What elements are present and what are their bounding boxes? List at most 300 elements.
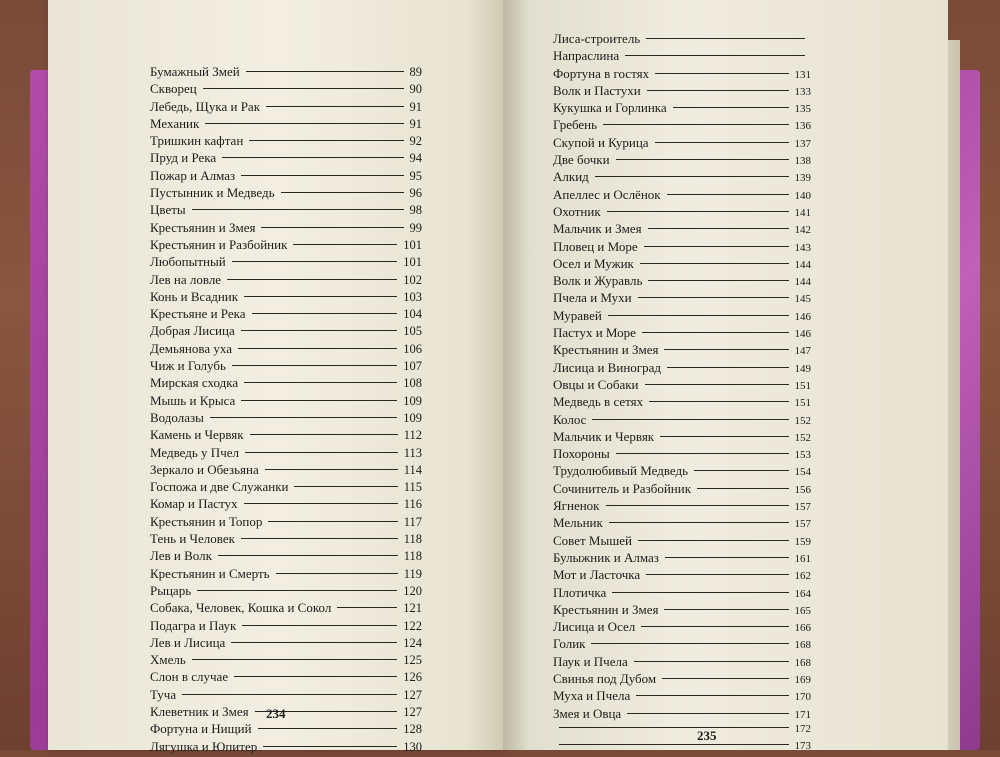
dash-leader — [242, 625, 397, 626]
toc-entry — [150, 306, 422, 323]
toc-entry — [150, 548, 422, 565]
toc-entry-page: 92 — [409, 134, 422, 149]
toc-entry — [150, 375, 422, 392]
dash-leader — [232, 365, 397, 366]
toc-entry-title: Колос — [553, 411, 587, 427]
toc-entry-page: 159 — [794, 535, 811, 548]
toc-entry-title: Плотичка — [553, 584, 607, 600]
toc-entry-title: Собака, Человек, Кошка и Сокол — [150, 600, 332, 616]
toc-entry — [553, 654, 811, 671]
dash-leader — [222, 157, 403, 158]
toc-entry-title: Механик — [150, 115, 200, 131]
toc-entry-title: Похороны — [553, 446, 610, 462]
dash-leader — [203, 88, 404, 89]
toc-entry-page: 162 — [794, 570, 811, 583]
toc-entry — [150, 150, 422, 167]
toc-entry-title: Мельник — [553, 515, 603, 531]
toc-entry-page: 139 — [794, 172, 811, 185]
dash-leader — [641, 626, 788, 627]
dash-leader — [662, 678, 788, 679]
toc-entry — [553, 463, 811, 480]
toc-entry-title: Волк и Пастухи — [553, 82, 641, 98]
toc-entry-page: 143 — [794, 241, 811, 254]
dash-leader — [644, 246, 789, 247]
toc-entry-page: 151 — [794, 379, 811, 392]
toc-entry — [150, 116, 422, 133]
toc-entry — [150, 99, 422, 116]
dash-leader — [197, 590, 397, 591]
toc-entry — [150, 393, 422, 410]
dash-leader — [646, 38, 805, 39]
toc-entry — [553, 619, 811, 636]
toc-entry-title: Крестьянин и Змея — [553, 342, 659, 358]
toc-entry — [150, 514, 422, 531]
toc-entry-page: 166 — [794, 622, 811, 635]
toc-entry-page: 141 — [794, 206, 811, 219]
toc-entry-title: Хмель — [150, 652, 186, 668]
toc-entry-page: 161 — [794, 552, 811, 565]
toc-entry-page: 90 — [409, 82, 422, 97]
toc-entry-title: Конь и Всадник — [150, 288, 239, 304]
toc-entry — [150, 669, 422, 686]
toc-entry-page: 91 — [409, 99, 422, 114]
dash-leader — [595, 176, 789, 177]
toc-entry-title: Чиж и Голубь — [150, 358, 226, 374]
dash-leader — [246, 71, 404, 72]
toc-entry-page: 146 — [794, 310, 811, 323]
toc-entry — [150, 341, 422, 358]
toc-entry — [553, 100, 811, 117]
toc-entry-page: 131 — [794, 68, 811, 81]
toc-entry-title: Рыцарь — [150, 582, 192, 598]
toc-entry — [553, 602, 811, 619]
toc-entry-page: 107 — [403, 359, 422, 374]
toc-entry-page: 125 — [403, 653, 422, 668]
toc-entry-title: Совет Мышей — [553, 532, 632, 548]
toc-entry-page: 168 — [794, 639, 811, 652]
toc-entry — [150, 721, 422, 738]
toc-entry — [553, 567, 811, 584]
toc-entry-page: 94 — [409, 151, 422, 166]
dash-leader — [592, 419, 788, 420]
dash-leader — [245, 452, 398, 453]
toc-entry-page: 95 — [409, 168, 422, 183]
toc-entry-page: 133 — [794, 85, 811, 98]
dash-leader — [559, 727, 789, 728]
toc-entry-title: Апеллес и Ослёнок — [553, 186, 661, 202]
toc-entry — [553, 394, 811, 411]
toc-entry-page: 130 — [403, 739, 422, 754]
toc-entry-title: Гребень — [553, 117, 598, 133]
toc-entry-title: Лягушка и Юпитер — [150, 738, 258, 754]
toc-entry-title: Мот и Ласточка — [553, 567, 641, 583]
dash-leader — [559, 744, 789, 745]
toc-entry-page: 112 — [403, 428, 422, 443]
toc-entry-title: Две бочки — [553, 152, 610, 168]
toc-entry-page: 119 — [403, 566, 422, 581]
dash-leader — [634, 661, 789, 662]
toc-entry-title: Подагра и Паук — [150, 617, 237, 633]
toc-entry-page: 136 — [794, 120, 811, 133]
toc-entry-title: Кукушка и Горлинка — [553, 100, 667, 116]
dash-leader — [638, 540, 789, 541]
toc-entry-page: 169 — [794, 673, 811, 686]
toc-entry — [553, 290, 811, 307]
toc-entry — [553, 515, 811, 532]
toc-entry — [553, 152, 811, 169]
toc-entry-page: 126 — [403, 670, 422, 685]
toc-entry-title: Муравей — [553, 307, 602, 323]
toc-entry-page: 170 — [794, 691, 811, 704]
toc-entry-page: 98 — [409, 203, 422, 218]
toc-entry-page: 127 — [403, 704, 422, 719]
toc-entry — [553, 360, 811, 377]
toc-entry — [553, 31, 811, 48]
toc-entry-page: 117 — [403, 514, 422, 529]
toc-entry-title: Мышь и Крыса — [150, 392, 236, 408]
toc-entry-title: Мирская сходка — [150, 375, 239, 391]
toc-entry-page: 151 — [794, 397, 811, 410]
toc-entry — [150, 618, 422, 635]
dash-leader — [606, 505, 789, 506]
toc-entry — [150, 254, 422, 271]
toc-entry-page: 152 — [794, 414, 811, 427]
toc-entry — [553, 135, 811, 152]
toc-entry — [553, 688, 811, 705]
toc-entry — [150, 133, 422, 150]
toc-entry-page: 164 — [794, 587, 811, 600]
toc-entry-page: 165 — [794, 604, 811, 617]
toc-entry-title: Водолазы — [150, 409, 204, 425]
toc-entry — [553, 48, 811, 65]
dash-leader — [664, 609, 788, 610]
toc-entry-title: Крестьянин и Смерть — [150, 565, 270, 581]
toc-entry — [150, 635, 422, 652]
toc-entry — [553, 550, 811, 567]
toc-entry-page: 127 — [403, 687, 422, 702]
dash-leader — [293, 244, 397, 245]
toc-entry-title: Камень и Червяк — [150, 427, 244, 443]
toc-entry — [150, 479, 422, 496]
toc-entry-title: Крестьянин и Змея — [150, 219, 256, 235]
toc-entry-page: 99 — [409, 220, 422, 235]
toc-entry-title: Ягненок — [553, 498, 600, 514]
toc-entry-title: Лев и Волк — [150, 548, 212, 564]
toc-entry-page: 91 — [409, 116, 422, 131]
toc-entry-page: 157 — [794, 501, 811, 514]
toc-entry-title: Охотник — [553, 203, 601, 219]
toc-entry-page: 109 — [403, 410, 422, 425]
left-table-of-contents — [150, 64, 422, 756]
dash-leader — [210, 417, 397, 418]
toc-entry-title: Любопытный — [150, 254, 226, 270]
toc-entry-page: 121 — [403, 601, 422, 616]
dash-leader — [648, 228, 789, 229]
toc-entry-title: Лев и Лисица — [150, 634, 226, 650]
toc-entry — [553, 723, 811, 740]
toc-entry-title: Зеркало и Обезьяна — [150, 461, 259, 477]
toc-entry — [553, 221, 811, 238]
toc-entry-page: 120 — [403, 583, 422, 598]
toc-entry-page: 115 — [403, 480, 422, 495]
dash-leader — [640, 263, 789, 264]
toc-entry-page: 144 — [794, 258, 811, 271]
toc-entry — [150, 531, 422, 548]
dash-leader — [647, 90, 789, 91]
toc-entry-page: 103 — [403, 289, 422, 304]
dash-leader — [252, 313, 398, 314]
dash-leader — [694, 470, 788, 471]
toc-entry-page: 173 — [794, 740, 811, 753]
toc-entry-title: Мальчик и Змея — [553, 221, 642, 237]
toc-entry-page: 89 — [409, 65, 422, 79]
dash-leader — [607, 211, 789, 212]
toc-entry — [553, 169, 811, 186]
dash-leader — [244, 503, 398, 504]
toc-entry-page: 156 — [794, 483, 811, 496]
toc-entry — [553, 481, 811, 498]
toc-entry-page: 101 — [403, 255, 422, 270]
dash-leader — [591, 643, 788, 644]
toc-entry-title: Медведь у Пчел — [150, 444, 239, 460]
toc-entry-title: Алкид — [553, 169, 589, 185]
toc-entry-page: 113 — [403, 445, 422, 460]
toc-entry — [150, 687, 422, 704]
dash-leader — [227, 279, 397, 280]
toc-entry — [150, 410, 422, 427]
toc-entry-page: 105 — [403, 324, 422, 339]
dash-leader — [250, 434, 398, 435]
toc-entry — [150, 600, 422, 617]
toc-entry-title: Сочинитель и Разбойник — [553, 480, 692, 496]
dash-leader — [603, 124, 788, 125]
toc-entry-page: 146 — [794, 328, 811, 341]
dash-leader — [241, 538, 398, 539]
toc-entry — [150, 739, 422, 756]
dash-leader — [638, 297, 789, 298]
toc-entry-page: 135 — [794, 103, 811, 116]
dash-leader — [667, 367, 789, 368]
toc-entry-page: 147 — [794, 345, 811, 358]
toc-entry — [553, 308, 811, 325]
dash-leader — [625, 55, 805, 56]
toc-entry-page: 109 — [403, 393, 422, 408]
toc-entry-page: 122 — [403, 618, 422, 633]
toc-entry — [553, 446, 811, 463]
toc-entry — [553, 325, 811, 342]
toc-entry-page: 124 — [403, 635, 422, 650]
dash-leader — [655, 73, 788, 74]
toc-entry — [150, 445, 422, 462]
toc-entry-title: Фортуна в гостях — [553, 65, 650, 81]
toc-entry-title: Демьянова уха — [150, 340, 232, 356]
left-page-number: 234 — [266, 706, 286, 721]
toc-entry-page: 101 — [403, 237, 422, 252]
toc-entry — [553, 377, 811, 394]
toc-entry-title: Крестьянин и Разбойник — [150, 236, 288, 252]
dash-leader — [648, 280, 788, 281]
toc-entry — [553, 671, 811, 688]
dash-leader — [241, 400, 397, 401]
dash-leader — [192, 659, 397, 660]
right-page-number: 235 — [697, 728, 717, 743]
toc-entry-page: 138 — [794, 155, 811, 168]
dash-leader — [612, 592, 788, 593]
toc-entry — [553, 239, 811, 256]
toc-entry-title: Пастух и Море — [553, 325, 636, 341]
toc-entry-page: 157 — [794, 518, 811, 531]
dash-leader — [261, 227, 403, 228]
toc-entry — [553, 187, 811, 204]
toc-entry-title: Трудолюбивый Медведь — [553, 463, 689, 479]
dash-leader — [294, 486, 397, 487]
toc-entry — [150, 220, 422, 237]
toc-entry — [150, 358, 422, 375]
toc-entry-title: Тень и Человек — [150, 531, 235, 547]
dash-leader — [655, 142, 789, 143]
toc-entry-title: Овцы и Собаки — [553, 376, 639, 392]
dash-leader — [218, 555, 398, 556]
dash-leader — [609, 522, 789, 523]
toc-entry-title: Комар и Пастух — [150, 496, 238, 512]
toc-entry-page: 153 — [794, 449, 811, 462]
toc-entry-title: Муха и Пчела — [553, 688, 631, 704]
toc-entry — [150, 289, 422, 306]
toc-entry-title: Волк и Журавль — [553, 273, 643, 289]
toc-entry-title: Напраслина — [553, 48, 620, 64]
toc-entry — [553, 204, 811, 221]
toc-entry — [150, 496, 422, 513]
toc-entry-title: Пожар и Алмаз — [150, 167, 236, 183]
toc-entry-title: Паук и Пчела — [553, 653, 628, 669]
toc-entry-page: 104 — [403, 307, 422, 322]
toc-entry — [150, 566, 422, 583]
toc-entry-page: 102 — [403, 272, 422, 287]
toc-entry — [553, 585, 811, 602]
toc-entry-title: Лев на ловле — [150, 271, 222, 287]
toc-entry-title: Мальчик и Червяк — [553, 428, 655, 444]
toc-entry — [150, 323, 422, 340]
toc-entry-page: 137 — [794, 137, 811, 150]
toc-entry — [553, 273, 811, 290]
right-table-of-contents — [553, 31, 811, 757]
toc-entry-page: 171 — [794, 708, 811, 721]
dash-leader — [234, 676, 397, 677]
toc-entry — [150, 237, 422, 254]
dash-leader — [232, 261, 398, 262]
toc-entry-title: Скворец — [150, 81, 197, 97]
dash-leader — [337, 607, 397, 608]
toc-entry-title: Крестьяне и Река — [150, 306, 246, 322]
toc-entry-page: 114 — [403, 462, 422, 477]
toc-entry — [150, 202, 422, 219]
toc-entry-title: Лиса-строитель — [553, 31, 641, 46]
toc-entry-page: 172 — [794, 722, 811, 735]
toc-entry-title: Змея и Овца — [553, 705, 622, 721]
toc-entry-page: 152 — [794, 431, 811, 444]
toc-entry-title: Бумажный Змей — [150, 64, 240, 79]
dash-leader — [642, 332, 789, 333]
toc-entry — [553, 498, 811, 515]
dash-leader — [673, 107, 789, 108]
toc-entry — [553, 342, 811, 359]
dash-leader — [276, 573, 398, 574]
toc-entry-page: 140 — [794, 189, 811, 202]
dash-leader — [258, 728, 398, 729]
dash-leader — [192, 209, 404, 210]
toc-entry-page: 128 — [403, 722, 422, 737]
dash-leader — [265, 469, 398, 470]
toc-entry — [150, 462, 422, 479]
toc-entry — [150, 427, 422, 444]
dash-leader — [241, 175, 403, 176]
dash-leader — [238, 348, 397, 349]
toc-entry-page: 106 — [403, 341, 422, 356]
toc-entry-title: Крестьянин и Змея — [553, 601, 659, 617]
toc-entry — [150, 583, 422, 600]
toc-entry — [553, 636, 811, 653]
dash-leader — [182, 694, 397, 695]
toc-entry-title: Пчела и Мухи — [553, 290, 632, 306]
dash-leader — [627, 713, 788, 714]
toc-entry — [553, 66, 811, 83]
dash-leader — [667, 194, 789, 195]
toc-entry-title: Голик — [553, 636, 586, 652]
toc-entry-page: 142 — [794, 224, 811, 237]
toc-entry — [150, 652, 422, 669]
toc-entry-title: Крестьянин и Топор — [150, 513, 263, 529]
toc-entry-page: 108 — [403, 376, 422, 391]
toc-entry — [553, 256, 811, 273]
toc-entry-page: 118 — [403, 532, 422, 547]
toc-entry — [553, 740, 811, 757]
toc-entry-page: 168 — [794, 656, 811, 669]
toc-entry — [553, 412, 811, 429]
toc-entry — [150, 185, 422, 202]
toc-entry-page: 145 — [794, 293, 811, 306]
dash-leader — [645, 384, 789, 385]
dash-leader — [266, 106, 403, 107]
toc-entry-title: Осел и Мужик — [553, 255, 634, 271]
dash-leader — [244, 296, 397, 297]
toc-entry-title: Слон в случае — [150, 669, 229, 685]
toc-entry — [553, 706, 811, 723]
toc-entry — [150, 272, 422, 289]
dash-leader — [664, 349, 788, 350]
toc-entry-page: 118 — [403, 549, 422, 564]
toc-entry-page: 154 — [794, 466, 811, 479]
toc-entry-title: Клеветник и Змея — [150, 703, 249, 719]
toc-entry-title: Фортуна и Нищий — [150, 721, 252, 737]
toc-entry-title: Лисица и Виноград — [553, 359, 661, 375]
toc-entry — [553, 533, 811, 550]
dash-leader — [660, 436, 788, 437]
dash-leader — [665, 557, 789, 558]
toc-entry-title: Цветы — [150, 202, 186, 218]
dash-leader — [249, 140, 403, 141]
dash-leader — [616, 453, 789, 454]
dash-leader — [649, 401, 788, 402]
dash-leader — [608, 315, 789, 316]
toc-entry-title: Свинья под Дубом — [553, 670, 657, 686]
toc-entry-page: 149 — [794, 362, 811, 375]
toc-entry-title: Добрая Лисица — [150, 323, 235, 339]
dash-leader — [244, 382, 397, 383]
dash-leader — [636, 695, 788, 696]
dash-leader — [646, 574, 788, 575]
toc-entry-title: Пустынник и Медведь — [150, 185, 275, 201]
dash-leader — [205, 123, 403, 124]
